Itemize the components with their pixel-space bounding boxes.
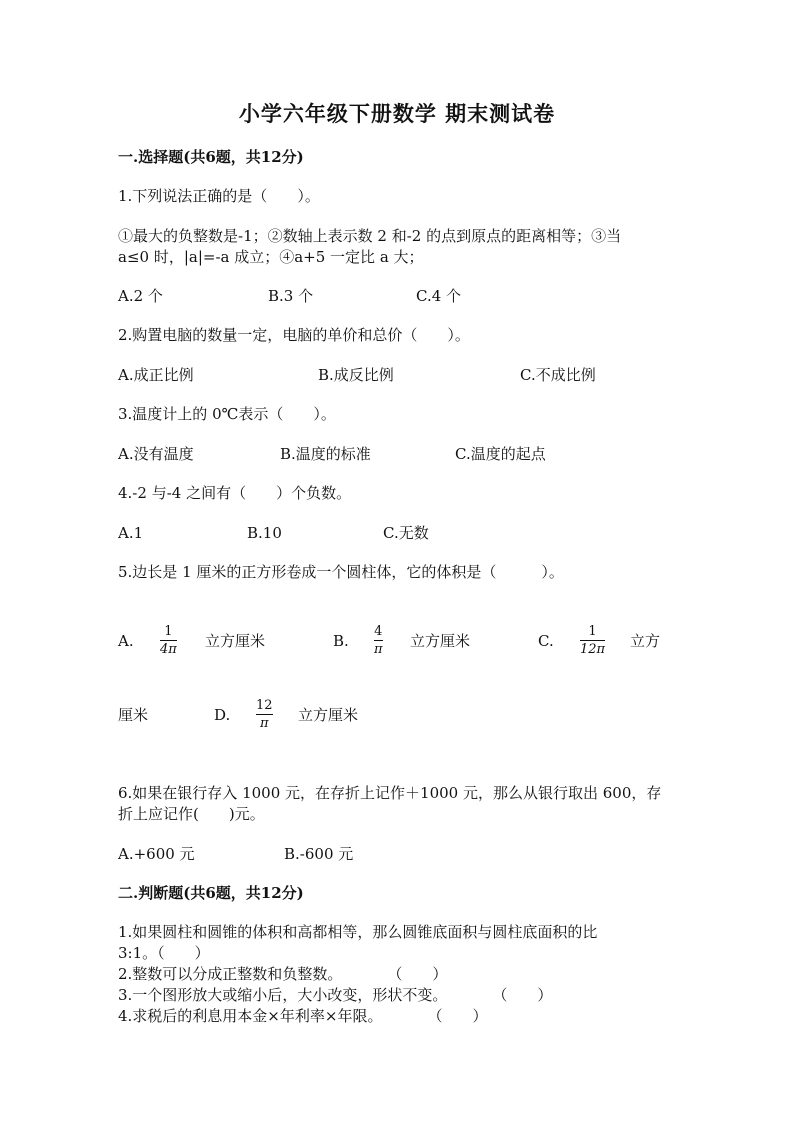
question-3-option-c: C.温度的起点 — [455, 445, 546, 463]
fraction-bar — [160, 640, 177, 641]
fraction-numerator: 1 — [164, 624, 173, 639]
question-5-option-c-unit-wrap: 厘米 — [118, 706, 149, 724]
question-2-stem: 2.购置电脑的数量一定，电脑的单价和总价（ ）。 — [118, 326, 470, 344]
question-6-line-1: 6.如果在银行存入 1000 元，在存折上记作＋1000 元，那么从银行取出 600，存 — [118, 784, 662, 802]
question-4-option-a: A.1 — [118, 524, 144, 542]
fraction-denominator: π — [260, 716, 269, 731]
question-5-option-d-unit: 立方厘米 — [298, 706, 359, 724]
question-1-option-b: B.3 个 — [268, 287, 314, 305]
question-5-option-d-fraction — [256, 698, 273, 731]
question-5-option-a-unit: 立方厘米 — [205, 632, 266, 650]
question-5-option-c-letter: C. — [538, 632, 554, 650]
question-2-option-c: C.不成比例 — [520, 366, 596, 384]
fraction-denominator: 12π — [580, 642, 606, 657]
question-5-option-a-fraction — [160, 624, 177, 657]
question-1-line-1: ①最大的负整数是-1；②数轴上表示数 2 和-2 的点到原点的距离相等；③当 — [118, 227, 622, 245]
question-4-stem: 4.-2 与-4 之间有（ ）个负数。 — [118, 484, 352, 502]
question-3-stem: 3.温度计上的 0℃表示（ ）。 — [118, 405, 336, 423]
question-3-option-b: B.温度的标准 — [280, 445, 371, 463]
fraction-numerator: 12 — [256, 698, 273, 713]
judgement-item-1-cont: 3:1。（ ） — [118, 944, 210, 962]
section-heading-judgement: 二.判断题(共6题，共12分) — [118, 884, 304, 902]
fraction-bar — [256, 714, 273, 715]
question-2-option-b: B.成反比例 — [318, 366, 394, 384]
fraction-denominator: 4π — [160, 642, 177, 657]
question-1-option-c: C.4 个 — [416, 287, 462, 305]
question-6-option-a: A.+600 元 — [118, 845, 195, 863]
question-2-option-a: A.成正比例 — [118, 366, 194, 384]
question-1-line-2: a≤0 时，|a|=-a 成立；④a+5 一定比 a 大； — [118, 248, 424, 266]
fraction-numerator: 1 — [588, 624, 597, 639]
question-6-option-b: B.-600 元 — [284, 845, 354, 863]
question-1-stem: 1.下列说法正确的是（ ）。 — [118, 187, 320, 205]
fraction-numerator: 4 — [374, 624, 383, 639]
question-4-option-c: C.无数 — [383, 524, 429, 542]
question-3-option-a: A.没有温度 — [118, 445, 194, 463]
question-4-option-b: B.10 — [247, 524, 282, 542]
question-5-option-b-letter: B. — [333, 632, 349, 650]
question-6-line-2: 折上应记作( )元。 — [118, 805, 265, 823]
question-5-option-b-fraction — [374, 624, 383, 657]
question-5-option-b-unit: 立方厘米 — [410, 632, 471, 650]
fraction-denominator: π — [374, 642, 383, 657]
question-5-stem: 5.边长是 1 厘米的正方形卷成一个圆柱体，它的体积是（ ）。 — [118, 563, 564, 581]
question-1-option-a: A.2 个 — [118, 287, 163, 305]
fraction-bar — [580, 640, 605, 641]
question-5-option-c-unit: 立方 — [630, 632, 661, 650]
page-title: 小学六年级下册数学 期末测试卷 — [238, 101, 556, 126]
fraction-bar — [374, 640, 383, 641]
judgement-item-2: 2.整数可以分成正整数和负整数。 （ ） — [118, 965, 448, 983]
section-heading-choice: 一.选择题(共6题，共12分) — [118, 148, 304, 166]
question-5-option-d-letter: D. — [214, 706, 231, 724]
question-5-option-c-fraction — [580, 624, 605, 657]
judgement-item-1: 1.如果圆柱和圆锥的体积和高都相等，那么圆锥底面积与圆柱底面积的比 — [118, 923, 598, 941]
judgement-item-3: 3.一个图形放大或缩小后，大小改变，形状不变。 （ ） — [118, 986, 553, 1004]
judgement-item-4: 4.求税后的利息用本金×年利率×年限。 （ ） — [118, 1007, 488, 1025]
question-5-option-a-letter: A. — [118, 632, 134, 650]
